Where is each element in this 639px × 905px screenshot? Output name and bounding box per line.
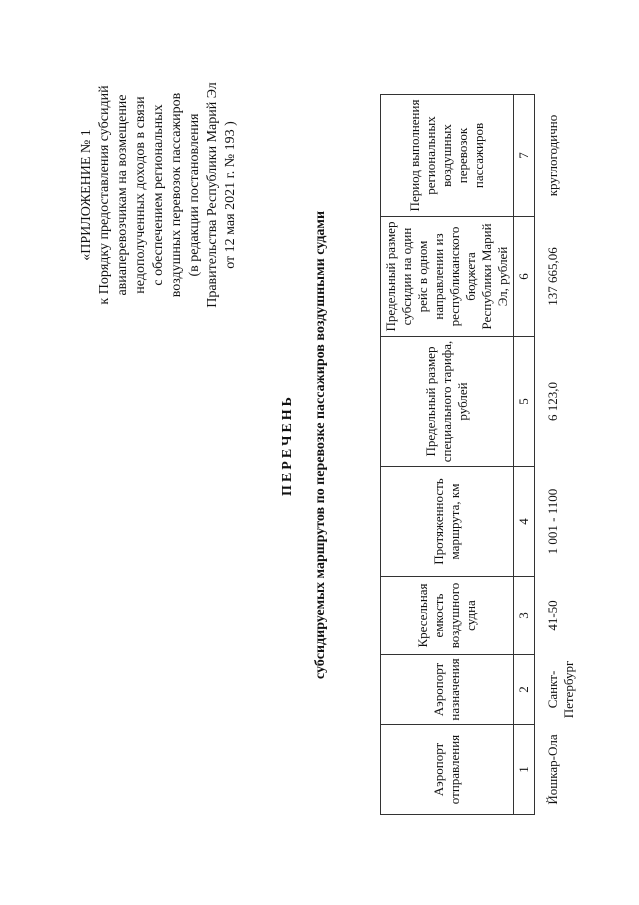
appendix-line: недополученных доходов в связи (133, 96, 148, 294)
header-cell: Кресельная емкость воздушного судна (381, 577, 514, 655)
header-cell: Предельный размер субсидии на один рейс в одном направлении из республиканского бюджета Республики Марий Эл, рублей (381, 217, 514, 337)
document-subtitle: субсидируемых маршрутов по перевозке пассажиров воздушными судами (313, 210, 328, 680)
table-row (535, 95, 605, 815)
table-cell: 41-50 (545, 600, 560, 631)
appendix-block (78, 45, 240, 345)
header-cell: Аэропорт отправления (381, 725, 514, 815)
column-number: 5 (514, 337, 535, 467)
appendix-line: к Порядку предоставления субсидий (97, 85, 112, 305)
routes-table (380, 94, 605, 815)
column-number: 2 (514, 655, 535, 725)
table-cell: Санкт-Петербург (545, 660, 576, 719)
appendix-line: с обеспечением региональных (151, 104, 166, 286)
number-row (514, 95, 535, 815)
column-number: 3 (514, 577, 535, 655)
appendix-line: от 12 мая 2021 г. № 193 ) (223, 121, 238, 269)
appendix-line: авиаперевозчикам на возмещение (115, 94, 130, 296)
table-cell: Йошкар-Ола (545, 734, 560, 805)
appendix-line: «ПРИЛОЖЕНИЕ № 1 (79, 129, 94, 261)
header-cell: Период выполнения региональных воздушных перевозок пассажиров (381, 95, 514, 217)
document-title: ПЕРЕЧЕНЬ (280, 394, 295, 496)
table-cell: 1 001 - 1100 (545, 488, 560, 555)
column-number: 4 (514, 467, 535, 577)
appendix-line: воздушных перевозок пассажиров (169, 92, 184, 298)
table-cell: круглогодично (545, 114, 560, 197)
header-row (381, 95, 514, 815)
column-number: 1 (514, 725, 535, 815)
table-cell: 137 665,06 (545, 247, 560, 306)
appendix-line: (в редакции постановления (187, 113, 202, 277)
header-cell: Аэропорт назначения (381, 655, 514, 725)
appendix-line: Правительства Республики Марий Эл (205, 82, 220, 308)
header-cell: Предельный размер специального тарифа, рублей (381, 337, 514, 467)
table-cell: 6 123,0 (545, 382, 560, 421)
column-number: 6 (514, 217, 535, 337)
column-number: 7 (514, 95, 535, 217)
header-cell: Протяженность маршрута, км (381, 467, 514, 577)
